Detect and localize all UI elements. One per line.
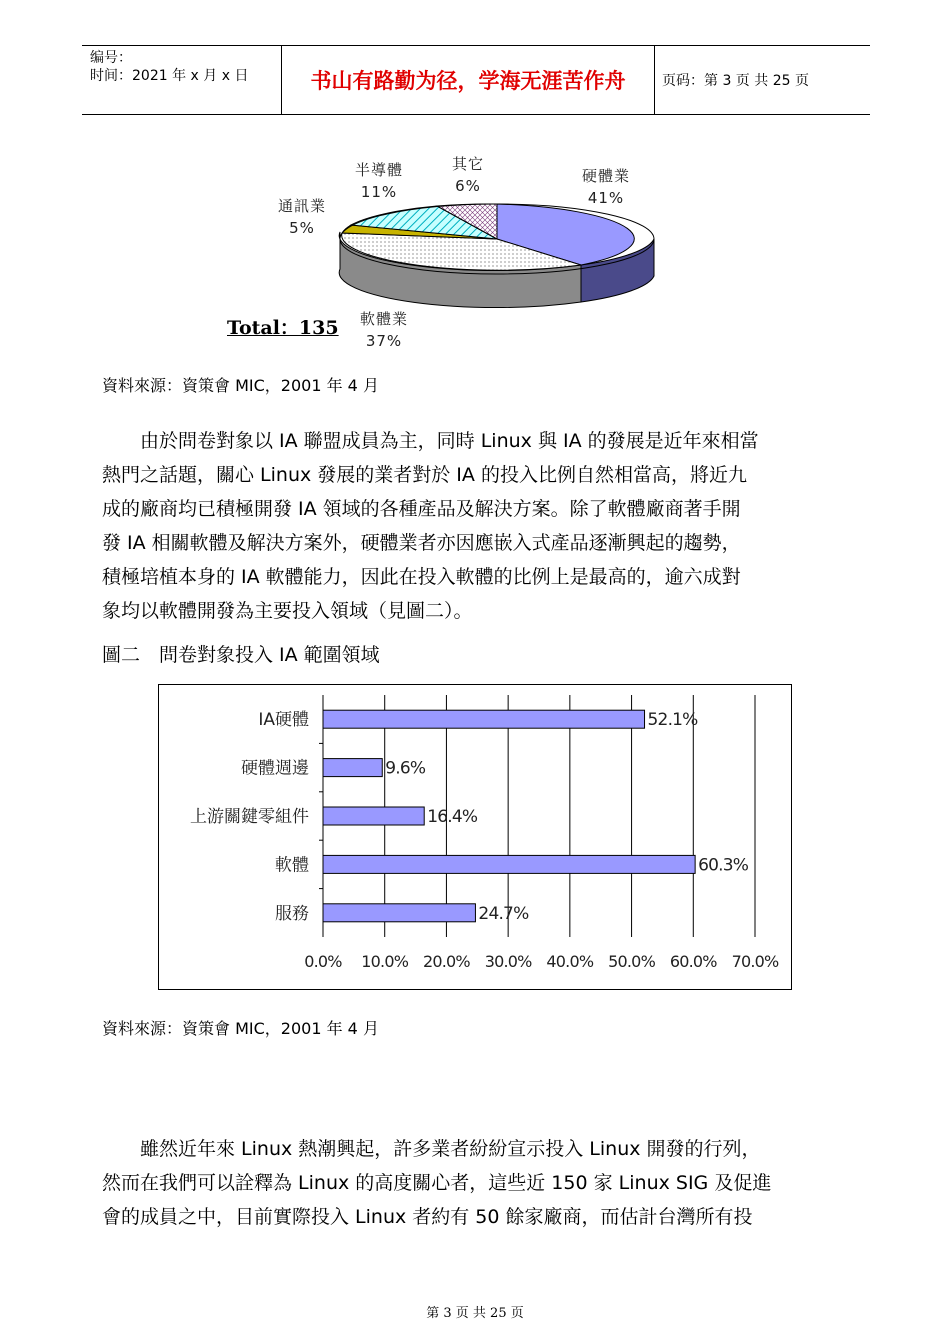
pie-total: Total：135 [227, 317, 339, 339]
paragraph-1 [102, 424, 854, 628]
time-label: 时间：2021 年 x 月 x 日 [90, 68, 249, 84]
paragraph-line: 熱門之話題，關心 Linux 發展的業者對於 IA 的投入比例自然相當高，將近九 [102, 464, 747, 486]
pie-label-software: 軟體業 37% [360, 310, 409, 350]
paragraph-line: 會的成員之中，目前實際投入 Linux 者約有 50 餘家廠商，而估計台灣所有投 [102, 1206, 753, 1228]
bar-chart-graphic [159, 685, 791, 989]
x-tick-label: 0.0% [304, 952, 342, 971]
header-page-info: 页码：第 3 页 共 25 页 [662, 73, 809, 89]
pie-label-semiconductor: 半導體 11% [355, 161, 404, 201]
data-label: 24.7% [478, 903, 529, 924]
page-header [82, 45, 870, 115]
number-label: 编号： [90, 50, 132, 66]
data-label: 52.1% [647, 710, 698, 731]
header-meta [82, 46, 280, 114]
data-label: 60.3% [698, 855, 749, 876]
paragraph-line: 由於問卷對象以 IA 聯盟成員為主，同時 Linux 與 IA 的發展是近年來相當 [102, 430, 759, 452]
x-tick-label: 10.0% [361, 952, 409, 971]
paragraph-line: 象均以軟體開發為主要投入領域（見圖二）。 [102, 600, 473, 622]
figure-title: 圖二 問卷對象投入 IA 範圍領域 [102, 644, 380, 666]
x-tick-label: 40.0% [546, 952, 594, 971]
paragraph-line: 成的廠商均已積極開發 IA 領域的各種產品及解決方案。除了軟體廠商著手開 [102, 498, 741, 520]
category-label: 軟體 [275, 855, 309, 876]
bar [323, 904, 475, 922]
bar [323, 759, 382, 777]
data-label: 9.6% [385, 758, 426, 779]
x-tick-label: 30.0% [484, 952, 532, 971]
pie-label-hardware: 硬體業 41% [582, 167, 631, 207]
x-tick-label: 20.0% [423, 952, 470, 971]
header-motto: 书山有路勤为径，学海无涯苦作舟 [281, 46, 655, 114]
data-label: 16.4% [427, 807, 478, 827]
category-label: 上游關鍵零組件 [190, 807, 309, 827]
paragraph-line: 雖然近年來 Linux 熱潮興起，許多業者紛紛宣示投入 Linux 開發的行列， [102, 1138, 761, 1160]
bar [323, 855, 695, 873]
source-note-1: 資料來源：資策會 MIC，2001 年 4 月 [102, 376, 379, 395]
x-tick-label: 50.0% [608, 952, 655, 971]
x-tick-label: 70.0% [731, 952, 779, 971]
bar [323, 807, 424, 825]
x-tick-label: 60.0% [669, 952, 717, 971]
paragraph-line: 發 IA 相關軟體及解決方案外，硬體業者亦因應嵌入式產品逐漸興起的趨勢， [102, 532, 741, 554]
category-label: 硬體週邊 [241, 758, 309, 779]
bar [323, 710, 645, 728]
pie-label-telecom: 通訊業 5% [278, 197, 327, 237]
source-note-2: 資料來源：資策會 MIC，2001 年 4 月 [102, 1019, 379, 1038]
paragraph-line: 積極培植本身的 IA 軟體能力，因此在投入軟體的比例上是最高的，逾六成對 [102, 566, 741, 588]
page-footer: 第 3 页 共 25 页 [426, 1306, 524, 1321]
pie-label-other: 其它 6% [452, 155, 485, 195]
paragraph-2 [102, 1132, 854, 1234]
category-label: IA硬體 [258, 710, 309, 731]
paragraph-line: 然而在我們可以詮釋為 Linux 的高度關心者，這些近 150 家 Linux SIG 及促進 [102, 1172, 772, 1194]
category-label: 服務 [275, 903, 309, 924]
bar-chart [158, 684, 792, 990]
